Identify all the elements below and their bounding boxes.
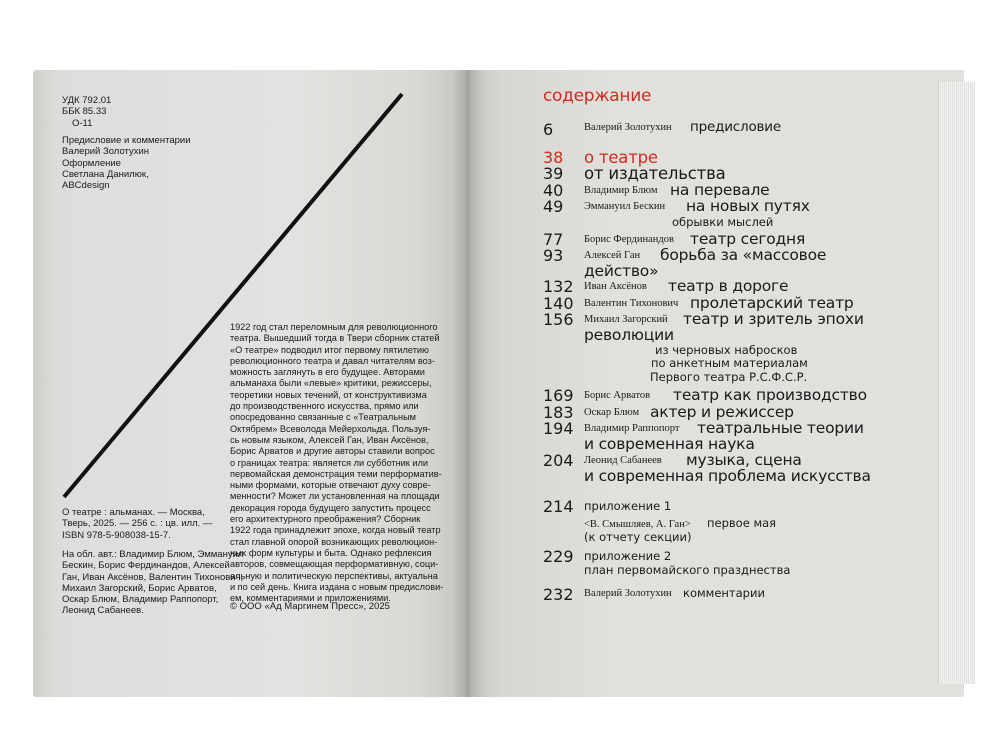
annotation-line: альманаха были «левые» критики, режиссеры, [230, 378, 432, 389]
credit-line: Светлана Данилюк, [62, 168, 149, 180]
toc-author: Михаил Загорский [584, 314, 668, 325]
annotation-line: Октябрем» Всеволода Мейерхольда. Пользуя- [230, 423, 431, 434]
authors-line: Михаил Загорский, Борис Арватов, [62, 582, 217, 594]
toc-appendix-label: приложение 2 [584, 549, 672, 563]
biblio-line: ISBN 978-5-908038-15-7. [62, 529, 171, 541]
toc-page-number: 140 [543, 294, 574, 313]
toc-appendix-label: приложение 1 [584, 499, 672, 513]
toc-title-text: театр сегодня [690, 230, 806, 248]
toc-entry [0, 547, 1000, 567]
toc-page-number: 156 [543, 310, 574, 329]
toc-author: Оскар Блюм [584, 407, 640, 418]
toc-title-text: борьба за «массовое [660, 246, 827, 264]
annotation-line: авторов, совмещающая перформативную, соци- [230, 559, 439, 570]
toc-subtitle: обрывки мыслей [672, 215, 774, 229]
toc-page-number: 194 [543, 419, 574, 438]
toc-entry [0, 497, 1000, 517]
toc-author: Валерий Золотухин [584, 588, 672, 599]
toc-title-text: театр как производство [673, 386, 867, 404]
toc-title-text: план первомайского празднества [584, 563, 791, 577]
annotation-line: первомайская демонстрация теми перформатив- [230, 468, 442, 479]
toc-title-text: о театре [584, 148, 658, 167]
annotation-line: сь новым языком, Алексей Ган, Иван Аксёнов, [230, 434, 429, 445]
authors-line: На обл. авт.: Владимир Блюм, Эммануил [62, 549, 244, 560]
credit-line: Предисловие и комментарии [62, 135, 191, 146]
authors-line: Леонид Сабанеев. [62, 605, 144, 617]
toc-page-number: 232 [543, 585, 574, 604]
toc-page-number: 93 [543, 246, 564, 265]
toc-subtitle: по анкетным материалам [651, 356, 808, 370]
annotation-line: театра. Вышедший тогда в Твери сборник статей [230, 333, 440, 344]
toc-entry [0, 310, 1000, 330]
toc-author: Эммануил Бескин [584, 201, 666, 212]
annotation-line: Борис Арватов и другие авторы ставили вопрос [230, 446, 435, 457]
toc-title-text: музыка, сцена [686, 451, 802, 469]
annotation-line: ными формами, которые отвечают духу совре- [230, 480, 431, 491]
toc-author: Леонид Сабанеев [584, 455, 662, 466]
toc-author: Владимир Раппопорт [584, 423, 680, 434]
toc-subtitle: Первого театра Р.С.Ф.С.Р. [650, 370, 808, 384]
biblio-line: Тверь, 2025. — 256 с. : цв. илл. — [62, 518, 213, 530]
annotation-line: декорация города будущего запустить процесс [230, 502, 431, 513]
annotation-line: и по сей день. Книга издана с новым предислови- [230, 581, 444, 592]
toc-entry [0, 419, 1000, 439]
toc-author: Борис Фердинандов [584, 234, 674, 245]
credit-line: Валерий Золотухин [62, 146, 150, 158]
toc-title-text: театр и зритель эпохи [683, 310, 864, 328]
annotation-line: до производственного искусства, прямо или [230, 401, 419, 412]
toc-author: Валерий Золотухин [584, 122, 672, 133]
toc-title-text: театр в дороге [668, 277, 789, 295]
imprint-line: О-11 [72, 117, 93, 129]
toc-title-text: актер и режиссер [650, 403, 794, 421]
toc-entry [0, 119, 1000, 139]
toc-entry [0, 246, 1000, 266]
toc-title: содержание [543, 86, 652, 106]
toc-title-text: революции [584, 326, 674, 344]
credit-line: Оформление [62, 157, 121, 169]
toc-author: Иван Аксёнов [584, 281, 647, 292]
annotation-line: ем, комментариями и приложениями. [230, 593, 391, 604]
toc-page-number: 204 [543, 451, 574, 470]
toc-page-number: 214 [543, 497, 574, 516]
annotation-line: можность заглянуть в его будущее. Авторами [230, 367, 425, 378]
annotation-line: стал главной опорой возникающих революцион- [230, 536, 438, 547]
toc-title-text: и современная наука [584, 435, 755, 453]
toc-title-text: театральные теории [697, 419, 864, 437]
biblio-line: О театре : альманах. — Москва, [62, 507, 205, 518]
toc-page-number: 77 [543, 230, 564, 249]
toc-page-number: 40 [543, 181, 564, 200]
annotation-line: ных форм культуры и быта. Однако рефлексия [230, 547, 432, 558]
authors-line: Ган, Иван Аксёнов, Валентин Тихонович, [62, 571, 244, 583]
toc-entry [0, 582, 1000, 605]
toc-title-text: предисловие [690, 119, 781, 135]
toc-page-number: 49 [543, 197, 564, 216]
annotation-line: революционного театра и давал читателям воз- [230, 355, 435, 366]
authors-line: Бескин, Борис Фердинандов, Алексей [62, 560, 230, 572]
credit-line: ABCdesign [62, 180, 110, 192]
annotation-line: 1922 год стал переломным для революционного [230, 322, 438, 332]
toc-title-text: (к отчету секции) [584, 530, 692, 544]
toc-page-number: 39 [543, 164, 564, 183]
toc-author: Алексей Ган [584, 250, 641, 261]
annotation-line: менности? Может ли установленная на площади [230, 491, 440, 502]
annotation-line: «О театре» подводил итог первому пятилетию [230, 344, 429, 355]
toc-title-text: комментарии [683, 586, 765, 600]
annotation-line: альную и политическую перспективы, актуальна [230, 570, 438, 581]
imprint-line: УДК 792.01 [62, 95, 112, 106]
authors-line: Оскар Блюм, Владимир Раппопорт, [62, 594, 219, 606]
toc-title-text: от издательства [584, 164, 726, 183]
toc-page-number: 183 [543, 403, 574, 422]
annotation-line: его архитектурного преображения? Сборник [230, 514, 421, 525]
toc-author: Борис Арватов [584, 390, 651, 401]
annotation-line: о границах театра: является ли субботник или [230, 457, 429, 468]
toc-page-number: 132 [543, 277, 574, 296]
toc-title-text: пролетарский театр [690, 294, 854, 312]
imprint-line: ББК 85.33 [62, 106, 107, 118]
toc-page-number: 38 [543, 148, 564, 167]
toc-title-text: на перевале [670, 181, 770, 199]
annotation-line: опосредованно связанные с «Театральным [230, 412, 416, 423]
annotation-line: 1922 года принадлежит эпохе, когда новый театр [230, 525, 441, 536]
toc-page-number: 229 [543, 547, 574, 566]
toc-author: Владимир Блюм [584, 185, 658, 196]
toc-title-text: на новых путях [686, 197, 810, 215]
toc-title-text: действо» [584, 262, 659, 280]
toc-subtitle: из черновых набросков [655, 343, 798, 357]
toc-entry [0, 197, 1000, 217]
toc-title-text: первое мая [707, 516, 777, 530]
toc-page-number: 6 [543, 120, 554, 139]
copyright: © ООО «Ад Маргинем Пресс», 2025 [230, 601, 390, 612]
toc-page-number: 169 [543, 386, 574, 405]
annotation-line: теоретики новых течений, от конструктивизма [230, 389, 427, 400]
toc-title-text: и современная проблема искусства [584, 467, 871, 485]
toc-author: <В. Смышляев, А. Ган> [584, 519, 691, 530]
toc-author: Валентин Тихонович [584, 298, 679, 309]
